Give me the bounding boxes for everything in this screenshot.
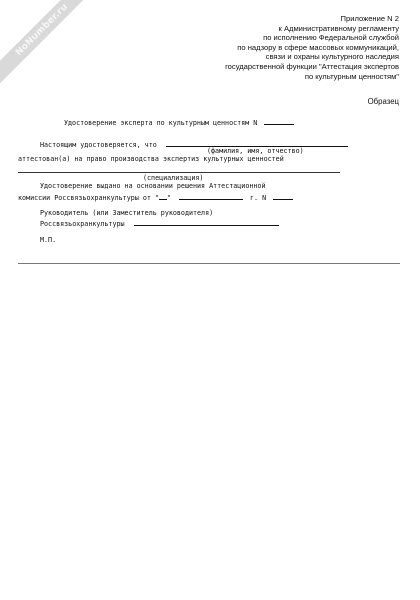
fio-blank <box>166 139 348 147</box>
issued-line-1: Удостоверение выдано на основании решения Аттестационной <box>40 182 266 190</box>
head-title: Руководитель (или Заместитель руководителя) <box>40 209 214 217</box>
certificate-number-blank <box>264 117 294 125</box>
signature-blank <box>134 218 279 226</box>
head-org: Россвязьохранкультуры <box>40 220 125 228</box>
stamp-label: М.П. <box>40 236 57 244</box>
decision-number-blank <box>273 192 293 200</box>
header-line: по культурным ценностям" <box>304 71 399 81</box>
specialization-blank <box>18 172 340 173</box>
month-year-blank <box>179 192 243 200</box>
attested-text: аттестован(а) на право производства экспертиз культурных ценностей <box>18 155 284 163</box>
certificate-title: Удостоверение эксперта по культурным ценностям N <box>64 119 258 127</box>
specialization-hint: (специализация) <box>143 174 204 182</box>
header-line: связи и охраны культурного наследия <box>265 52 399 62</box>
number-label: г. N <box>250 194 267 202</box>
appendix-header <box>225 14 399 81</box>
head-org-row <box>40 218 279 228</box>
header-line: Приложение N 2 <box>340 14 399 23</box>
quote-close: " <box>166 194 171 202</box>
issued-line-2 <box>18 192 293 202</box>
day-blank <box>159 192 167 200</box>
certify-text: Настоящим удостоверяется, что <box>40 141 157 149</box>
fio-hint: (фамилия, имя, отчество) <box>207 147 304 155</box>
commission-text: комиссии Россвязьохранкультуры от " <box>18 194 159 202</box>
header-line: по надзору в сфере массовых коммуникаций, <box>237 42 399 52</box>
header-line: по исполнению Федеральной службой <box>263 33 399 43</box>
header-line: к Административному регламенту <box>278 23 399 33</box>
watermark-ribbon: NoNumber.ru <box>0 0 97 85</box>
sample-label: Образец <box>367 97 399 106</box>
bottom-rule <box>18 263 400 264</box>
certificate-title-row <box>64 117 294 127</box>
header-line: государственной функции "Аттестация экспертов <box>225 61 399 71</box>
